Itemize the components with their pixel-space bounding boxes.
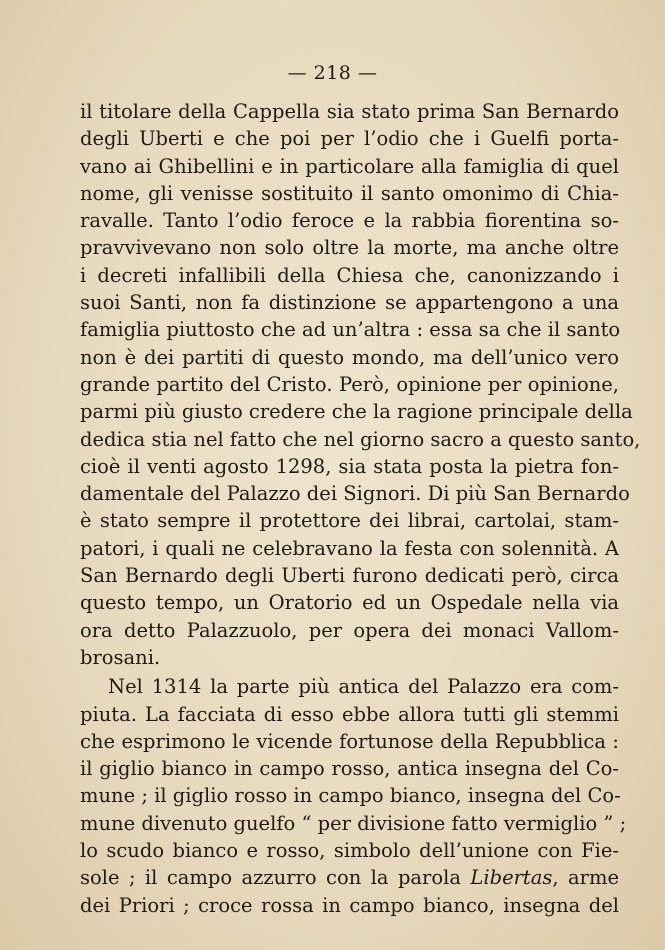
text-line: vano ai Ghibellini e in particolare alla famiglia di quel (80, 154, 619, 178)
page-number: — 218 — (287, 62, 378, 84)
text-body (80, 98, 641, 919)
text-line: cioè il venti agosto 1298, sia stata posta la pietra fon- (80, 454, 619, 478)
text-line: dedica stia nel fatto che nel giorno sacro a questo santo, (80, 427, 641, 451)
text-line: questo tempo, un Oratorio ed un Ospedale nella via (80, 591, 619, 615)
text-line: pravvivevano non solo oltre la morte, ma anche oltre (80, 236, 619, 260)
text-line: ravalle. Tanto l’odio feroce e la rabbia fiorentina so- (80, 209, 619, 233)
text-line: degli Uberti e che poi per l’odio che i Guelfi porta- (80, 127, 619, 151)
text-line: parmi più giusto credere che la ragione principale della (80, 400, 633, 424)
text-line: piuta. La facciata di esso ebbe allora tutti gli stemmi (80, 702, 619, 726)
text-segment: , arme (552, 866, 619, 890)
text-line-mixed (80, 864, 619, 891)
text-line: lo scudo bianco e rosso, simbolo dell’unione con Fie- (80, 839, 619, 863)
text-line: Nel 1314 la parte più antica del Palazzo era com- (108, 675, 619, 699)
text-line: grande partito del Cristo. Però, opinione per opinione, (80, 372, 619, 396)
text-line: i decreti infallibili della Chiesa che, canonizzando i (80, 263, 619, 287)
text-line: dei Priori ; croce rossa in campo bianco, insegna del (80, 893, 619, 917)
text-line: che esprimono le vicende fortunose della Repubblica : (80, 729, 619, 753)
text-line: nome, gli venisse sostituito il santo omonimo di Chia- (80, 181, 619, 205)
text-segment: sole ; il campo azzurro con la parola (80, 866, 461, 890)
text-line: brosani. (80, 645, 161, 669)
text-line: non è dei partiti di questo mondo, ma dell’unico vero (80, 345, 619, 369)
text-line: damentale del Palazzo dei Signori. Di più San Bernardo (80, 482, 630, 506)
text-line: il giglio bianco in campo rosso, antica insegna del Co- (80, 757, 619, 781)
text-line: mune ; il giglio rosso in campo bianco, insegna del Co- (80, 784, 621, 808)
text-line: San Bernardo degli Uberti furono dedicati però, circa (80, 564, 619, 588)
italic-word: Libertas (470, 866, 553, 890)
text-line: è stato sempre il protettore dei librai, cartolai, stam- (80, 509, 619, 533)
text-line: mune divenuto guelfo “ per divisione fatto vermiglio ” ; (80, 811, 627, 835)
text-line: ora detto Palazzuolo, per opera dei monaci Vallom- (80, 618, 619, 642)
text-line: il titolare della Cappella sia stato prima San Bernardo (80, 100, 619, 123)
text-line: patori, i quali ne celebravano la festa con solennità. A (80, 536, 619, 560)
text-line: suoi Santi, non fa distinzione se appartengono a una (80, 291, 619, 315)
text-line: famiglia piuttosto che ad un’altra : essa sa che il santo (80, 318, 621, 342)
